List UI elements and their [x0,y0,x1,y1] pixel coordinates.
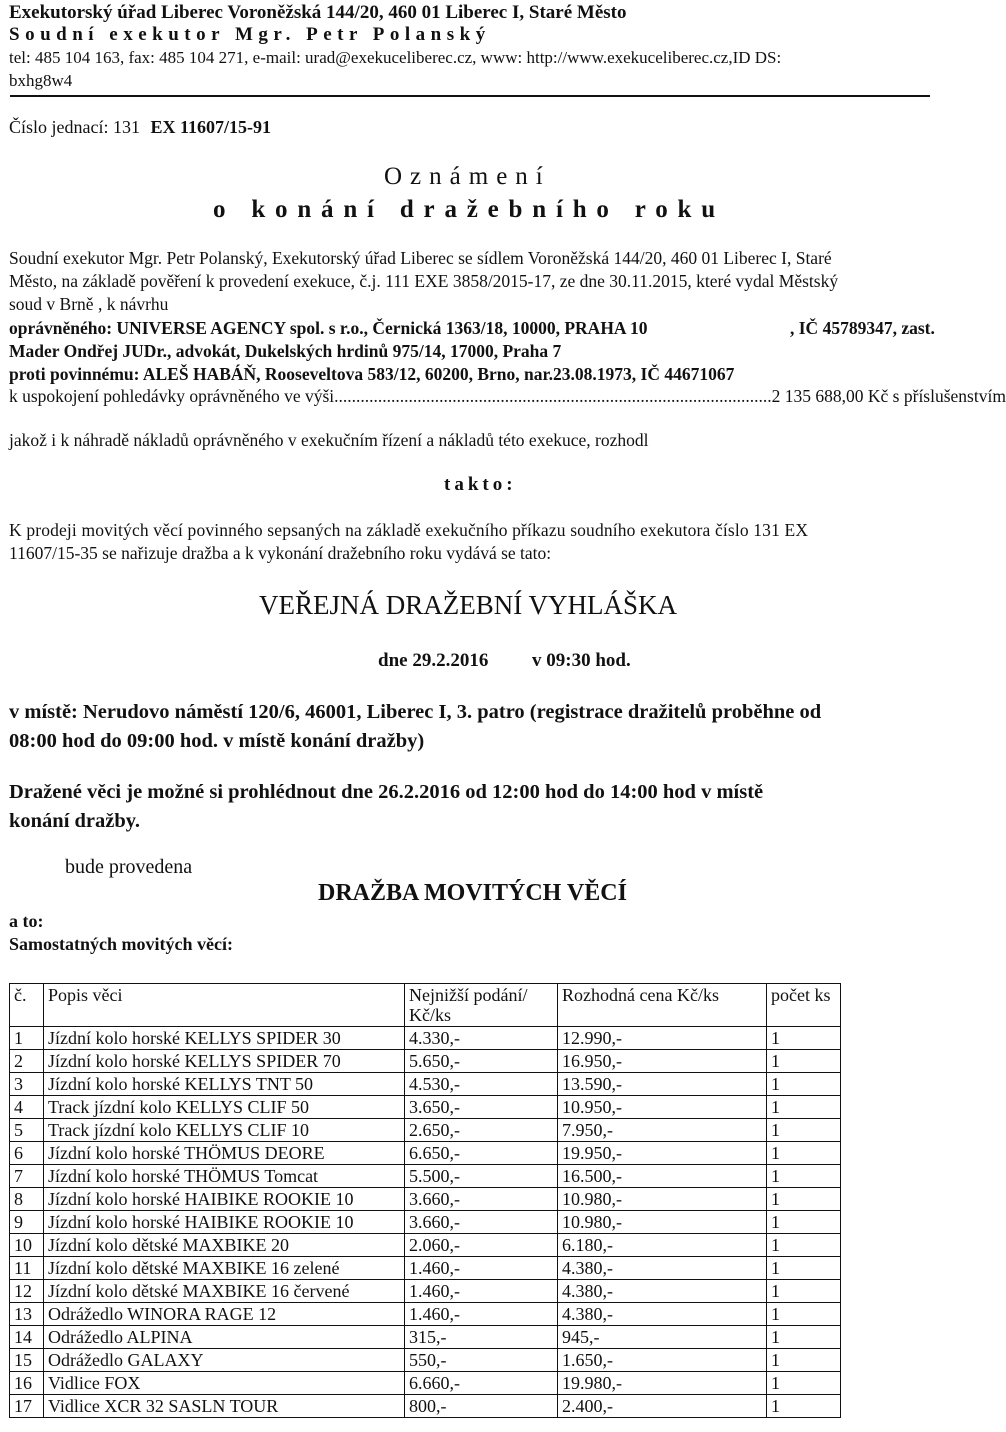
item-quantity: 1 [767,1372,841,1395]
item-quantity: 1 [767,1303,841,1326]
item-min-bid: 1.460,- [405,1280,558,1303]
viewing-line-1: Dražené věci je možné si prohlédnout dne 26.2.2016 od 12:00 hod do 14:00 hod v místě [9,781,764,803]
claim-value: 2 135 688,00 Kč s příslušenstvím [771,386,1006,406]
item-quantity: 1 [767,1165,841,1188]
costs-line: jakož i k náhradě nákladů oprávněného v exekučním řízení a nákladů této exekuce, rozhodl [9,430,649,450]
table-row [10,1211,841,1234]
item-min-bid: 5.650,- [405,1050,558,1073]
item-quantity: 1 [767,1280,841,1303]
claim-line [9,386,1006,407]
public-auction-title: VEŘEJNÁ DRAŽEBNÍ VYHLÁŠKA [259,590,677,620]
table-row [10,1096,841,1119]
auction-time: v 09:30 hod. [532,650,631,671]
item-decisive-price: 1.650,- [558,1349,767,1372]
items-table [9,983,841,1418]
header-divider [10,95,930,97]
item-min-bid: 3.660,- [405,1188,558,1211]
table-row [10,1119,841,1142]
table-row [10,1165,841,1188]
item-description: Track jízdní kolo KELLYS CLIF 10 [44,1119,405,1142]
item-decisive-price: 7.950,- [558,1119,767,1142]
item-min-bid: 4.530,- [405,1073,558,1096]
item-number: 1 [10,1027,44,1050]
item-description: Jízdní kolo horské KELLYS TNT 50 [44,1073,405,1096]
item-quantity: 1 [767,1073,841,1096]
item-min-bid: 1.460,- [405,1257,558,1280]
item-min-bid: 5.500,- [405,1165,558,1188]
item-min-bid: 4.330,- [405,1027,558,1050]
item-decisive-price: 945,- [558,1326,767,1349]
attorney-line: Mader Ondřej JUDr., advokát, Dukelských hrdinů 975/14, 17000, Praha 7 [9,341,562,361]
item-quantity: 1 [767,1188,841,1211]
item-decisive-price: 4.380,- [558,1257,767,1280]
auction-type-heading: DRAŽBA MOVITÝCH VĚCÍ [318,880,627,906]
item-description: Jízdní kolo horské HAIBIKE ROOKIE 10 [44,1188,405,1211]
reference-value: EX 11607/15-91 [150,117,271,137]
item-description: Jízdní kolo dětské MAXBIKE 16 červené [44,1280,405,1303]
item-number: 16 [10,1372,44,1395]
items-label: Samostatných movitých věcí: [9,934,233,954]
item-description: Track jízdní kolo KELLYS CLIF 50 [44,1096,405,1119]
header-min-bid [405,984,558,1027]
header-quantity: počet ks [767,984,841,1027]
item-min-bid: 2.060,- [405,1234,558,1257]
item-min-bid: 1.460,- [405,1303,558,1326]
item-description: Vidlice XCR 32 SASLN TOUR [44,1395,405,1418]
item-min-bid: 6.650,- [405,1142,558,1165]
auction-date: dne 29.2.2016 [378,650,489,671]
item-min-bid: 315,- [405,1326,558,1349]
item-number: 4 [10,1096,44,1119]
header-min-bid-unit: Kč/ks [409,1005,451,1025]
executor-heading: Soudní exekutor Mgr. Petr Polanský [9,24,491,45]
item-description: Jízdní kolo dětské MAXBIKE 16 zelené [44,1257,405,1280]
decision-line-2: 11607/15-35 se nařizuje dražba a k vykonání dražebního roku vydává se tato: [9,543,552,563]
item-decisive-price: 16.950,- [558,1050,767,1073]
item-decisive-price: 10.980,- [558,1211,767,1234]
item-quantity: 1 [767,1119,841,1142]
table-row [10,1303,841,1326]
item-quantity: 1 [767,1326,841,1349]
place-line-2: 08:00 hod do 09:00 hod. v místě konání dražby) [9,730,425,752]
item-min-bid: 550,- [405,1349,558,1372]
item-description: Vidlice FOX [44,1372,405,1395]
item-decisive-price: 13.590,- [558,1073,767,1096]
item-number: 7 [10,1165,44,1188]
notice-subtitle: o konání dražebního roku [213,196,725,223]
viewing-line-2: konání dražby. [9,810,141,832]
place-line-1: v místě: Nerudovo náměstí 120/6, 46001, Liberec I, 3. patro (registrace dražitelů proběhne od [9,701,822,723]
table-row [10,1073,841,1096]
item-decisive-price: 10.980,- [558,1188,767,1211]
item-decisive-price: 2.400,- [558,1395,767,1418]
notice-title: Oznámení [384,163,551,190]
item-min-bid: 800,- [405,1395,558,1418]
contact-line: tel: 485 104 163, fax: 485 104 271, e-mail: urad@exekuceliberec.cz, www: http://www.exekuceliberec.cz,ID DS: [9,48,782,67]
item-number: 13 [10,1303,44,1326]
item-quantity: 1 [767,1349,841,1372]
creditor-ic: , IČ 45789347, zast. [790,318,935,338]
item-decisive-price: 19.980,- [558,1372,767,1395]
item-number: 15 [10,1349,44,1372]
table-row [10,1050,841,1073]
table-row [10,1188,841,1211]
reference-label: Číslo jednací: 131 [9,117,140,137]
item-number: 2 [10,1050,44,1073]
item-min-bid: 3.660,- [405,1211,558,1234]
table-row [10,1395,841,1418]
item-min-bid: 6.660,- [405,1372,558,1395]
item-description: Odrážedlo ALPINA [44,1326,405,1349]
header-description: Popis věci [44,984,405,1027]
item-decisive-price: 12.990,- [558,1027,767,1050]
item-quantity: 1 [767,1142,841,1165]
intro-line-3: soud v Brně , k návrhu [9,294,169,314]
item-description: Jízdní kolo horské HAIBIKE ROOKIE 10 [44,1211,405,1234]
claim-leader-dots: .................................................................................................... [334,386,772,406]
creditor-line: oprávněného: UNIVERSE AGENCY spol. s r.o., Černická 1363/18, 10000, PRAHA 10 [9,318,648,338]
office-heading: Exekutorský úřad Liberec Voroněžská 144/20, 460 01 Liberec I, Staré Město [9,2,627,23]
item-number: 14 [10,1326,44,1349]
item-description: Jízdní kolo horské THÖMUS Tomcat [44,1165,405,1188]
item-quantity: 1 [767,1257,841,1280]
table-row [10,1349,841,1372]
item-quantity: 1 [767,1234,841,1257]
item-min-bid: 2.650,- [405,1119,558,1142]
debtor-line: proti povinnému: ALEŠ HABÁŇ, Rooseveltova 583/12, 60200, Brno, nar.23.08.1973, IČ 44671067 [9,364,735,384]
header-number: č. [10,984,44,1027]
item-number: 11 [10,1257,44,1280]
item-quantity: 1 [767,1027,841,1050]
table-header-row [10,984,841,1027]
item-decisive-price: 16.500,- [558,1165,767,1188]
item-min-bid: 3.650,- [405,1096,558,1119]
item-number: 9 [10,1211,44,1234]
item-description: Odrážedlo WINORA RAGE 12 [44,1303,405,1326]
header-decisive-price: Rozhodná cena Kč/ks [558,984,767,1027]
item-decisive-price: 6.180,- [558,1234,767,1257]
item-decisive-price: 19.950,- [558,1142,767,1165]
item-number: 10 [10,1234,44,1257]
table-row [10,1372,841,1395]
a-to-label: a to: [9,911,44,931]
item-description: Jízdní kolo dětské MAXBIKE 20 [44,1234,405,1257]
table-row [10,1280,841,1303]
item-quantity: 1 [767,1211,841,1234]
item-description: Jízdní kolo horské THÖMUS DEORE [44,1142,405,1165]
table-row [10,1027,841,1050]
claim-label: k uspokojení pohledávky oprávněného ve výši [9,386,335,406]
item-number: 12 [10,1280,44,1303]
reference-number [9,117,271,138]
item-number: 8 [10,1188,44,1211]
item-description: Odrážedlo GALAXY [44,1349,405,1372]
item-decisive-price: 10.950,- [558,1096,767,1119]
item-quantity: 1 [767,1096,841,1119]
item-quantity: 1 [767,1395,841,1418]
table-row [10,1234,841,1257]
header-min-bid-label: Nejnižší podání/ [409,985,528,1005]
decision-heading: takto: [444,474,517,495]
item-description: Jízdní kolo horské KELLYS SPIDER 70 [44,1050,405,1073]
item-number: 17 [10,1395,44,1418]
item-decisive-price: 4.380,- [558,1280,767,1303]
item-decisive-price: 4.380,- [558,1303,767,1326]
item-description: Jízdní kolo horské KELLYS SPIDER 30 [44,1027,405,1050]
item-number: 6 [10,1142,44,1165]
table-row [10,1326,841,1349]
item-number: 3 [10,1073,44,1096]
data-box-id: bxhg8w4 [9,71,73,90]
item-quantity: 1 [767,1050,841,1073]
to-be-carried-out: bude provedena [65,856,193,878]
table-row [10,1142,841,1165]
intro-line-1: Soudní exekutor Mgr. Petr Polanský, Exekutorský úřad Liberec se sídlem Voroněžská 144/20, 460 01 Liberec I, Staré [9,248,832,268]
item-number: 5 [10,1119,44,1142]
table-row [10,1257,841,1280]
decision-line-1: K prodeji movitých věcí povinného sepsaných na základě exekučního příkazu soudního exekutora číslo 131 EX [9,520,809,540]
intro-line-2: Město, na základě pověření k provedení exekuce, č.j. 111 EXE 3858/2015-17, ze dne 30.11.2015, které vydal Městský [9,271,839,291]
